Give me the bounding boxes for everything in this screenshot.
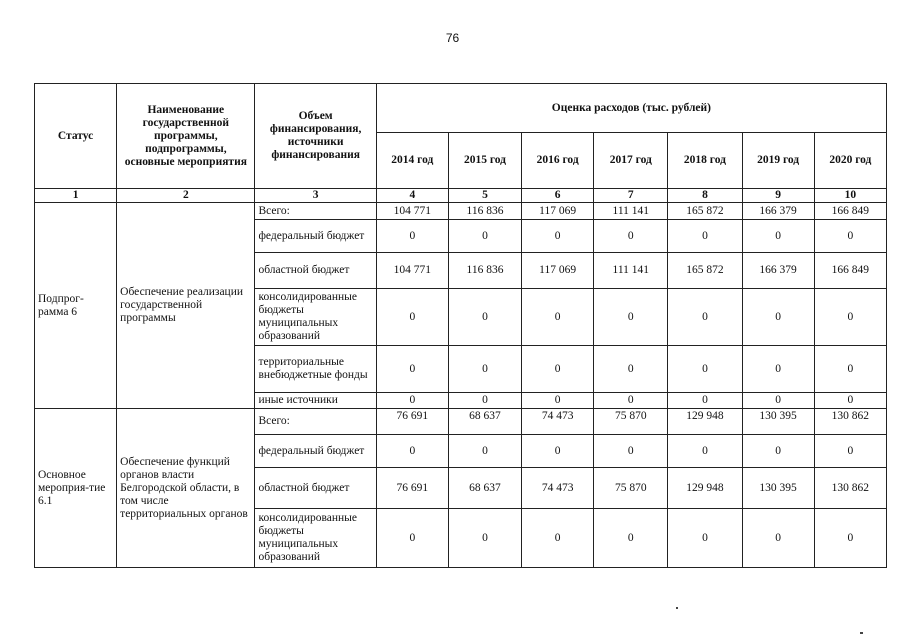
value-cell: 0 xyxy=(522,346,594,393)
value-cell: 0 xyxy=(448,220,521,253)
value-cell: 0 xyxy=(742,346,814,393)
table-row xyxy=(35,409,887,435)
value-cell: 0 xyxy=(376,509,448,568)
value-cell: 0 xyxy=(522,220,594,253)
value-cell: 0 xyxy=(594,346,668,393)
header-expenses: Оценка расходов (тыс. рублей) xyxy=(376,84,886,133)
value-cell: 0 xyxy=(668,346,742,393)
value-cell: 0 xyxy=(668,393,742,409)
value-cell: 0 xyxy=(814,220,886,253)
column-number: 8 xyxy=(668,189,742,203)
status-cell: Основное мероприя-тие 6.1 xyxy=(35,409,117,568)
year-header: 2016 год xyxy=(522,133,594,189)
value-cell: 0 xyxy=(814,346,886,393)
value-cell: 166 379 xyxy=(742,253,814,289)
value-cell: 0 xyxy=(448,393,521,409)
value-cell: 0 xyxy=(376,435,448,468)
value-cell: 0 xyxy=(814,289,886,346)
source-cell: территориальные внебюджетные фонды xyxy=(255,346,376,393)
value-cell: 116 836 xyxy=(448,203,521,220)
value-cell: 166 849 xyxy=(814,253,886,289)
value-cell: 0 xyxy=(594,393,668,409)
value-cell: 0 xyxy=(448,289,521,346)
value-cell: 0 xyxy=(668,509,742,568)
status-cell: Подпрог-рамма 6 xyxy=(35,203,117,409)
value-cell: 0 xyxy=(522,509,594,568)
scan-speck xyxy=(676,607,678,609)
source-cell: федеральный бюджет xyxy=(255,220,376,253)
value-cell: 129 948 xyxy=(668,409,742,435)
year-header: 2015 год xyxy=(448,133,521,189)
value-cell: 130 395 xyxy=(742,409,814,435)
value-cell: 130 862 xyxy=(814,409,886,435)
column-number: 4 xyxy=(376,189,448,203)
value-cell: 0 xyxy=(668,289,742,346)
column-number: 10 xyxy=(814,189,886,203)
value-cell: 130 395 xyxy=(742,468,814,509)
value-cell: 0 xyxy=(742,393,814,409)
source-cell: консолидированные бюджеты муниципальных образований xyxy=(255,289,376,346)
value-cell: 111 141 xyxy=(594,203,668,220)
value-cell: 116 836 xyxy=(448,253,521,289)
value-cell: 74 473 xyxy=(522,468,594,509)
value-cell: 0 xyxy=(522,289,594,346)
year-header: 2020 год xyxy=(814,133,886,189)
value-cell: 0 xyxy=(448,509,521,568)
value-cell: 0 xyxy=(742,220,814,253)
column-number: 7 xyxy=(594,189,668,203)
value-cell: 117 069 xyxy=(522,203,594,220)
source-cell: федеральный бюджет xyxy=(255,435,376,468)
column-number: 6 xyxy=(522,189,594,203)
value-cell: 0 xyxy=(448,346,521,393)
value-cell: 104 771 xyxy=(376,253,448,289)
value-cell: 0 xyxy=(376,346,448,393)
value-cell: 111 141 xyxy=(594,253,668,289)
value-cell: 0 xyxy=(594,509,668,568)
value-cell: 0 xyxy=(814,509,886,568)
year-header: 2017 год xyxy=(594,133,668,189)
value-cell: 0 xyxy=(668,220,742,253)
column-number: 3 xyxy=(255,189,376,203)
value-cell: 130 862 xyxy=(814,468,886,509)
value-cell: 0 xyxy=(594,435,668,468)
year-header: 2014 год xyxy=(376,133,448,189)
value-cell: 75 870 xyxy=(594,468,668,509)
value-cell: 165 872 xyxy=(668,203,742,220)
header-status: Статус xyxy=(35,84,117,189)
column-number: 1 xyxy=(35,189,117,203)
year-header: 2018 год xyxy=(668,133,742,189)
source-cell: Всего: xyxy=(255,409,376,435)
value-cell: 74 473 xyxy=(522,409,594,435)
scan-speck xyxy=(860,632,863,634)
value-cell: 0 xyxy=(814,393,886,409)
source-cell: областной бюджет xyxy=(255,253,376,289)
value-cell: 0 xyxy=(522,393,594,409)
value-cell: 76 691 xyxy=(376,468,448,509)
source-cell: консолидированные бюджеты муниципальных образований xyxy=(255,509,376,568)
value-cell: 117 069 xyxy=(522,253,594,289)
value-cell: 0 xyxy=(742,435,814,468)
value-cell: 104 771 xyxy=(376,203,448,220)
source-cell: Всего: xyxy=(255,203,376,220)
value-cell: 0 xyxy=(742,509,814,568)
header-program-name: Наименование государственной программы, подпрограммы, основные мероприятия xyxy=(117,84,255,189)
value-cell: 166 379 xyxy=(742,203,814,220)
value-cell: 166 849 xyxy=(814,203,886,220)
table-row xyxy=(35,203,887,220)
program-name-cell: Обеспечение реализации государственной программы xyxy=(117,203,255,409)
value-cell: 0 xyxy=(814,435,886,468)
program-name-cell: Обеспечение функций органов власти Белгородской области, в том числе территориальных органов xyxy=(117,409,255,568)
value-cell: 0 xyxy=(376,220,448,253)
value-cell: 0 xyxy=(448,435,521,468)
value-cell: 0 xyxy=(668,435,742,468)
value-cell: 68 637 xyxy=(448,468,521,509)
value-cell: 75 870 xyxy=(594,409,668,435)
column-number: 5 xyxy=(448,189,521,203)
value-cell: 165 872 xyxy=(668,253,742,289)
column-number-row xyxy=(35,189,887,203)
budget-table xyxy=(34,83,887,568)
value-cell: 68 637 xyxy=(448,409,521,435)
value-cell: 0 xyxy=(594,220,668,253)
header-financing: Объем финансирования, источники финансирования xyxy=(255,84,376,189)
value-cell: 0 xyxy=(376,393,448,409)
page-number: 76 xyxy=(445,31,460,45)
year-header: 2019 год xyxy=(742,133,814,189)
value-cell: 76 691 xyxy=(376,409,448,435)
value-cell: 0 xyxy=(522,435,594,468)
value-cell: 0 xyxy=(376,289,448,346)
value-cell: 0 xyxy=(742,289,814,346)
source-cell: областной бюджет xyxy=(255,468,376,509)
source-cell: иные источники xyxy=(255,393,376,409)
value-cell: 129 948 xyxy=(668,468,742,509)
column-number: 9 xyxy=(742,189,814,203)
value-cell: 0 xyxy=(594,289,668,346)
column-number: 2 xyxy=(117,189,255,203)
